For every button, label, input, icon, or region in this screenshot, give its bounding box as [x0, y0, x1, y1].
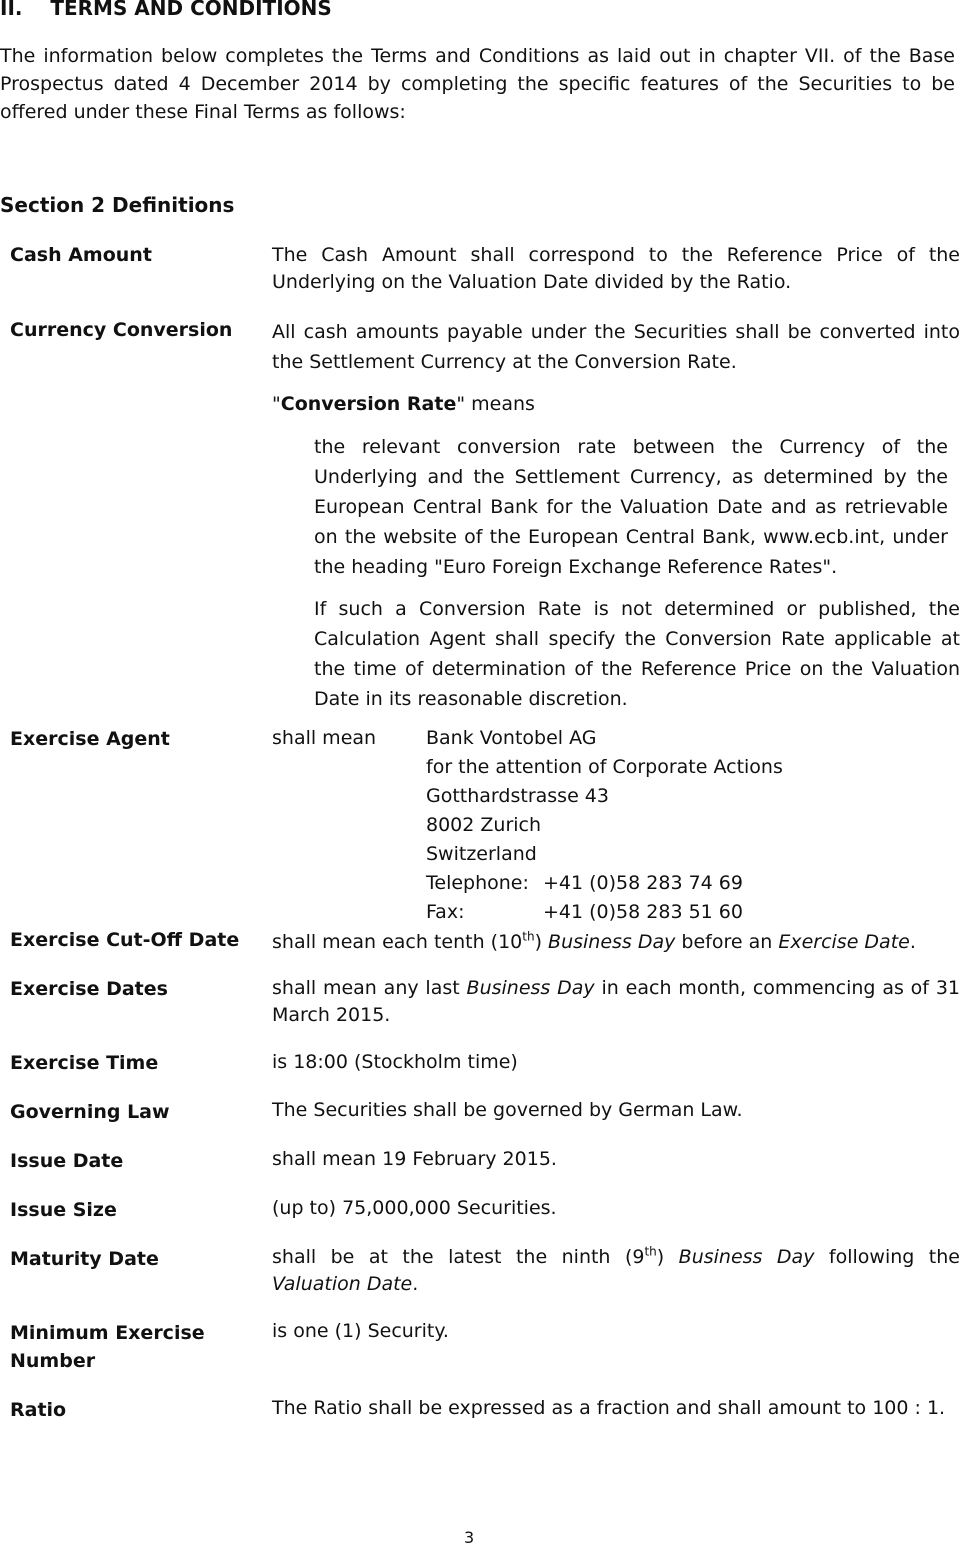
def-exercise-cutoff-date — [272, 929, 960, 956]
address-line: for the attention of Corporate Actions — [426, 756, 783, 778]
def-ratio: The Ratio shall be expressed as a fraction and shall amount to 100 : 1. — [272, 1397, 946, 1419]
def-governing-law: The Securities shall be governed by German Law. — [272, 1099, 743, 1121]
def-minimum-exercise-number: is one (1) Security. — [272, 1320, 449, 1342]
conversion-rate-definition: the relevant conversion rate between the Currency of the Underlying and the Settlement Currency, as determined by the European Central Bank for the Valuation Date and as retrievable on the website of the European Central Bank, www.ecb.int, under the heading "Euro Foreign Exchange Reference Rates". — [314, 436, 948, 578]
text-run: . — [909, 931, 916, 953]
term-exercise-cutoff-date: Exercise Cut-Off Date — [10, 929, 240, 951]
conversion-rate-term: Conversion Rate — [280, 393, 457, 415]
term-exercise-time: Exercise Time — [10, 1052, 159, 1074]
italic-term: Business Day — [678, 1246, 815, 1268]
address-line: Gotthardstrasse 43 — [426, 785, 609, 807]
italic-term: Exercise Date — [778, 931, 910, 953]
fax-row — [426, 898, 783, 927]
text-run: before an — [675, 931, 779, 953]
intro-paragraph: The information below completes the Terms and Conditions as laid out in chapter VII. of the Base Prospectus dated 4 December 2014 by completing the specific features of the Securities to be offered under these Final Terms as follows: — [0, 45, 955, 123]
italic-term: Valuation Date — [272, 1273, 413, 1295]
def-issue-date: shall mean 19 February 2015. — [272, 1148, 557, 1170]
term-governing-law: Governing Law — [10, 1101, 170, 1123]
term-exercise-agent: Exercise Agent — [10, 728, 170, 750]
def-maturity-date — [272, 1244, 960, 1298]
term-exercise-dates: Exercise Dates — [10, 978, 168, 1000]
means-text: " means — [456, 393, 535, 415]
term-minimum-exercise-number: Minimum Exercise Number — [10, 1322, 205, 1372]
exercise-agent-prefix: shall mean — [272, 727, 377, 749]
def-cash-amount: The Cash Amount shall correspond to the Reference Price of the Underlying on the Valuation Date divided by the Ratio. — [272, 244, 960, 293]
text-run: shall mean each tenth (10 — [272, 931, 523, 953]
conversion-rate-fallback: If such a Conversion Rate is not determined or published, the Calculation Agent shall specify the Conversion Rate applicable at the time of determination of the Reference Price on the Valuation Date in its reasonable discretion. — [314, 598, 960, 710]
text-run: . — [412, 1273, 419, 1295]
term-issue-date: Issue Date — [10, 1150, 124, 1172]
address-line: Bank Vontobel AG — [426, 727, 597, 749]
conversion-rate-means — [272, 391, 960, 418]
telephone-label: Telephone: — [426, 872, 529, 894]
term-issue-size: Issue Size — [10, 1199, 117, 1221]
italic-term: Business Day — [466, 977, 595, 999]
section-heading: II. TERMS AND CONDITIONS — [0, 0, 332, 20]
superscript: th — [522, 929, 535, 944]
term-currency-conversion: Currency Conversion — [10, 319, 233, 341]
address-line: Switzerland — [426, 843, 537, 865]
quote-open: " — [272, 393, 281, 415]
def-exercise-time: is 18:00 (Stockholm time) — [272, 1051, 518, 1073]
telephone-number: +41 (0)58 283 74 69 — [543, 872, 743, 894]
term-cash-amount: Cash Amount — [10, 244, 152, 266]
page-number: 3 — [464, 1528, 475, 1547]
text-run: in each month, commencing as of 31 March 2015. — [272, 977, 960, 1026]
text-run: ) — [534, 931, 549, 953]
superscript: th — [644, 1244, 657, 1259]
exercise-agent-address — [426, 724, 783, 927]
text-run: following the — [814, 1246, 960, 1268]
def-exercise-dates — [272, 975, 960, 1029]
fax-label: Fax: — [426, 901, 465, 923]
text-run: ) — [656, 1246, 679, 1268]
fax-number: +41 (0)58 283 51 60 — [543, 901, 743, 923]
term-ratio: Ratio — [10, 1399, 67, 1421]
text-run: shall be at the latest the ninth (9 — [272, 1246, 645, 1268]
def-currency-conversion: All cash amounts payable under the Securities shall be converted into the Settlement Currency at the Conversion Rate. — [272, 321, 960, 373]
def-issue-size: (up to) 75,000,000 Securities. — [272, 1197, 557, 1219]
section-title: Section 2 Definitions — [0, 193, 235, 217]
address-line: 8002 Zurich — [426, 814, 542, 836]
term-maturity-date: Maturity Date — [10, 1248, 159, 1270]
italic-term: Business Day — [548, 931, 676, 953]
text-run: shall mean any last — [272, 977, 467, 999]
telephone-row — [426, 869, 783, 898]
